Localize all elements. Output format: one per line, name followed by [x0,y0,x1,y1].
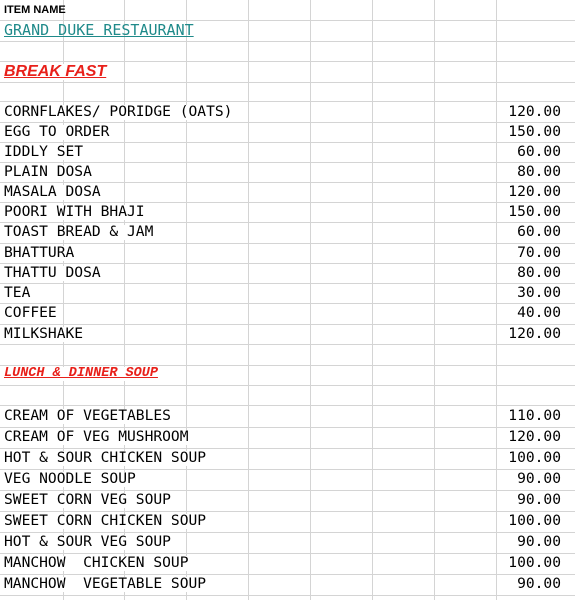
menu-item-name: HOT & SOUR VEG SOUP [4,533,171,550]
menu-item-price: 90.00 [517,470,561,487]
menu-item-price: 80.00 [517,163,561,180]
menu-item-row [0,303,575,324]
menu-item-price: 100.00 [508,449,561,466]
menu-item-name: PLAIN DOSA [4,163,92,180]
menu-item-price: 70.00 [517,244,561,261]
section-title-breakfast: BREAK FAST [4,64,110,80]
menu-item-price: 90.00 [517,491,561,508]
menu-item-name: VEG NOODLE SOUP [4,470,136,487]
menu-item-price: 60.00 [517,223,561,240]
menu-item-name: HOT & SOUR CHICKEN SOUP [4,449,207,466]
menu-item-price: 40.00 [517,304,561,321]
menu-item-price: 120.00 [508,428,561,445]
menu-item-row [0,406,575,427]
menu-item-row [0,490,575,511]
menu-item-price: 90.00 [517,575,561,592]
menu-item-row [0,448,575,469]
menu-item-row [0,263,575,283]
menu-item-price: 120.00 [508,183,561,200]
menu-item-row [0,122,575,142]
menu-item-row [0,142,575,162]
menu-item-row [0,553,575,574]
menu-item-name: CORNFLAKES/ PORIDGE (OATS) [4,103,233,120]
menu-item-price: 110.00 [508,407,561,424]
menu-item-name: THATTU DOSA [4,264,101,281]
menu-item-row [0,511,575,532]
menu-item-price: 80.00 [517,264,561,281]
menu-item-name: TEA [4,284,31,301]
column-header-item-name: ITEM NAME [4,4,66,16]
menu-item-name: CREAM OF VEGETABLES [4,407,171,424]
menu-item-price: 150.00 [508,203,561,220]
menu-item-price: 60.00 [517,143,561,160]
menu-item-row [0,102,575,122]
menu-item-name: BHATTURA [4,244,75,261]
menu-item-name: TOAST BREAD & JAM [4,223,154,240]
menu-item-row [0,532,575,553]
menu-item-name: COFFEE [4,304,57,321]
menu-item-name: IDDLY SET [4,143,84,160]
menu-item-row [0,324,575,344]
menu-item-price: 100.00 [508,554,561,571]
menu-item-row [0,222,575,243]
menu-item-price: 90.00 [517,533,561,550]
restaurant-title: GRAND DUKE RESTAURANT [4,21,194,39]
menu-item-price: 120.00 [508,325,561,342]
menu-item-row [0,283,575,303]
menu-item-name: MANCHOW VEGETABLE SOUP [4,575,207,592]
menu-item-name: SWEET CORN CHICKEN SOUP [4,512,207,529]
menu-item-row [0,182,575,202]
menu-item-price: 100.00 [508,512,561,529]
menu-item-price: 30.00 [517,284,561,301]
menu-item-row [0,202,575,222]
menu-item-row [0,427,575,448]
menu-item-row [0,243,575,263]
menu-item-name: POORI WITH BHAJI [4,203,145,220]
menu-item-name: SWEET CORN VEG SOUP [4,491,171,508]
menu-item-price: 150.00 [508,123,561,140]
menu-item-name: CREAM OF VEG MUSHROOM [4,428,189,445]
menu-item-row [0,162,575,182]
section-title-lunch-dinner-soup: LUNCH & DINNER SOUP [4,367,162,381]
menu-item-name: MANCHOW CHICKEN SOUP [4,554,189,571]
menu-item-row [0,574,575,595]
menu-item-name: MASALA DOSA [4,183,101,200]
menu-item-price: 120.00 [508,103,561,120]
menu-item-name: EGG TO ORDER [4,123,110,140]
menu-item-row [0,469,575,490]
menu-item-name: MILKSHAKE [4,325,84,342]
